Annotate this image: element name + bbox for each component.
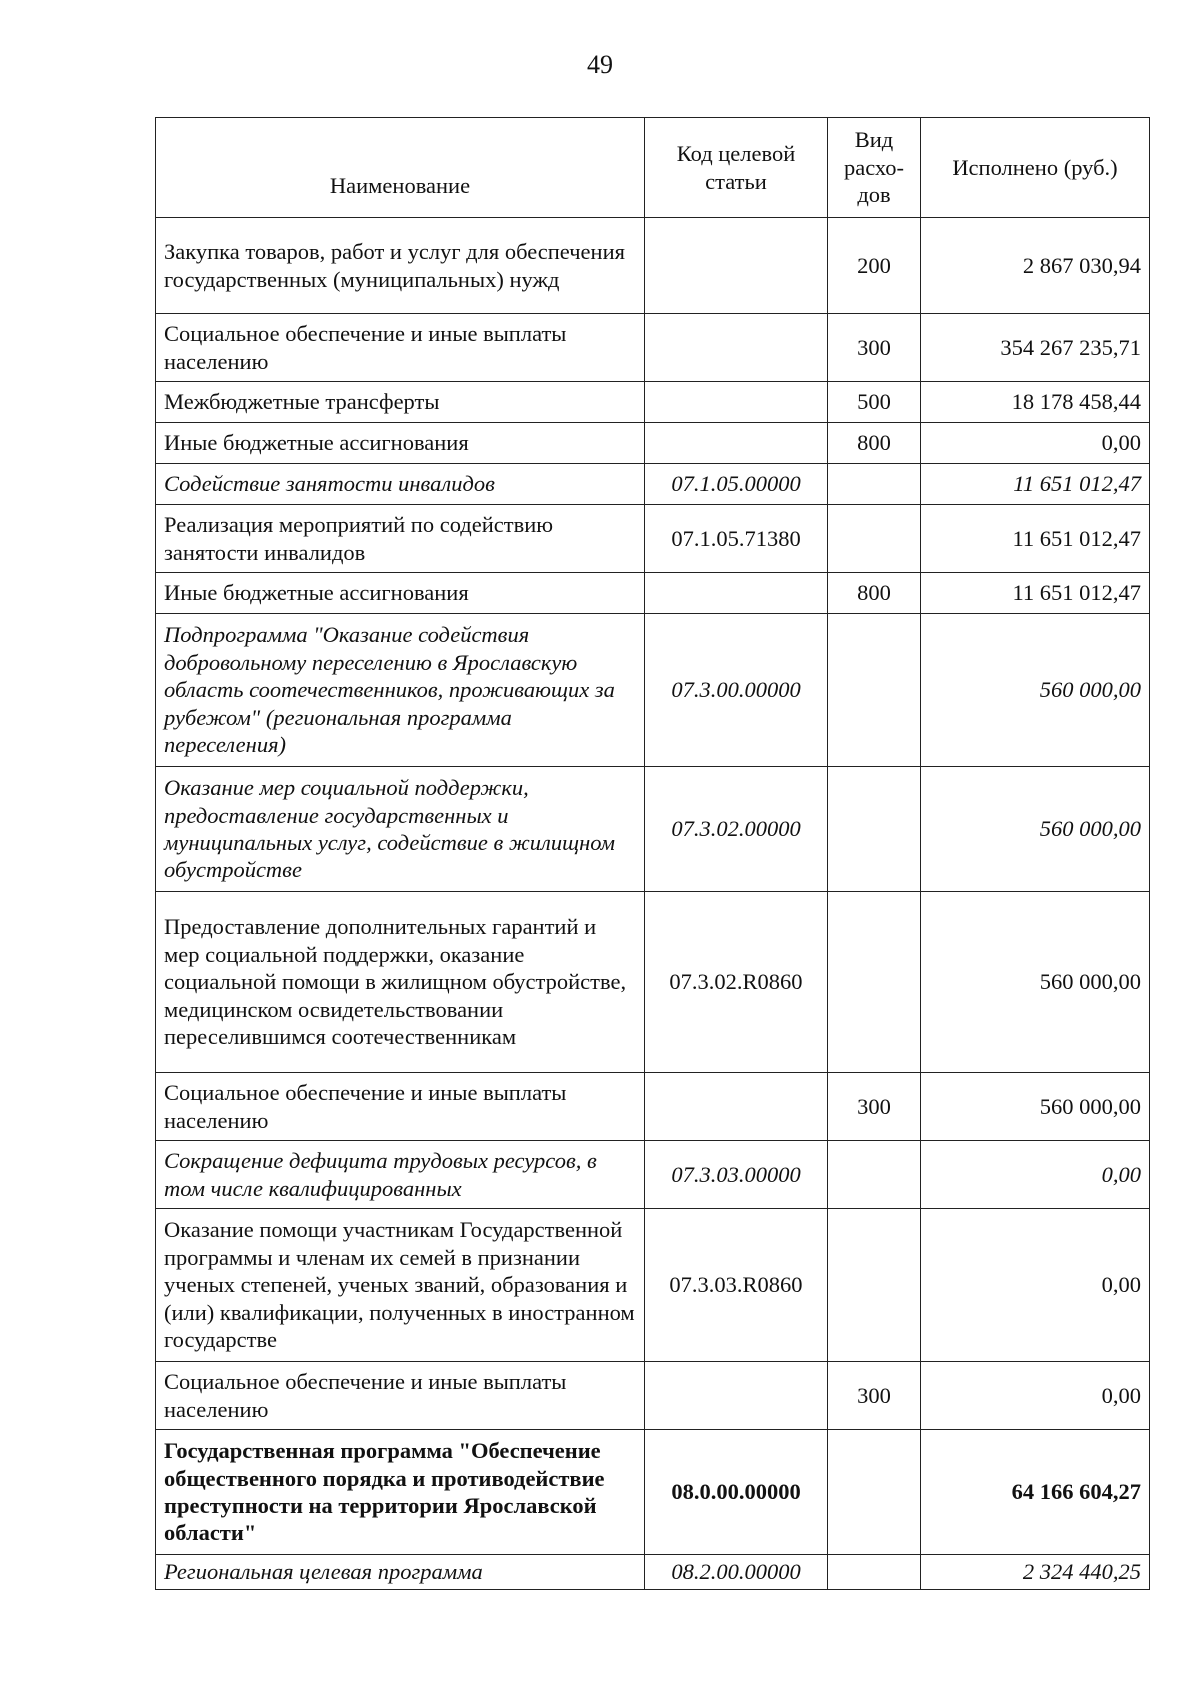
cell-type [828, 1209, 921, 1362]
cell-sum: 0,00 [921, 1362, 1150, 1430]
table-row [156, 505, 1150, 573]
cell-type: 500 [828, 382, 921, 423]
table-row [156, 1141, 1150, 1209]
cell-sum: 354 267 235,71 [921, 314, 1150, 382]
cell-name: Межбюджетные трансферты [156, 382, 645, 423]
cell-name: Иные бюджетные ассигнования [156, 573, 645, 614]
table-row [156, 1209, 1150, 1362]
header-type: Вид расхо-дов [828, 118, 921, 218]
cell-type: 300 [828, 314, 921, 382]
cell-name: Предоставление дополнительных гарантий и мер социальной поддержки, оказание социальной помощи в жилищном обустройстве, медицинском освидетельствовании переселившимся соотечественникам [156, 892, 645, 1073]
cell-name: Социальное обеспечение и иные выплаты населению [156, 1073, 645, 1141]
cell-name: Оказание помощи участникам Государственной программы и членам их семей в признании ученых степеней, ученых званий, образования и (или) квалификации, полученных в иностранном государстве [156, 1209, 645, 1362]
cell-code: 08.0.00.00000 [645, 1430, 828, 1555]
cell-code [645, 573, 828, 614]
cell-code: 07.3.03.00000 [645, 1141, 828, 1209]
cell-type [828, 767, 921, 892]
table-row [156, 1430, 1150, 1555]
cell-sum: 560 000,00 [921, 767, 1150, 892]
cell-sum: 11 651 012,47 [921, 464, 1150, 505]
cell-sum: 11 651 012,47 [921, 505, 1150, 573]
cell-type [828, 505, 921, 573]
table-row [156, 614, 1150, 767]
budget-table [155, 117, 1150, 1590]
cell-sum: 0,00 [921, 1209, 1150, 1362]
table-row [156, 423, 1150, 464]
cell-type [828, 614, 921, 767]
cell-name: Закупка товаров, работ и услуг для обеспечения государственных (муниципальных) нужд [156, 218, 645, 314]
cell-name: Иные бюджетные ассигнования [156, 423, 645, 464]
cell-type [828, 1430, 921, 1555]
cell-name: Оказание мер социальной поддержки, предоставление государственных и муниципальных услуг, содействие в жилищном обустройстве [156, 767, 645, 892]
table-body [156, 218, 1150, 1590]
cell-name: Сокращение дефицита трудовых ресурсов, в том числе квалифицированных [156, 1141, 645, 1209]
cell-sum: 2 867 030,94 [921, 218, 1150, 314]
cell-code [645, 1362, 828, 1430]
cell-code [645, 218, 828, 314]
cell-type [828, 1555, 921, 1590]
cell-type [828, 1141, 921, 1209]
cell-code: 07.3.02.00000 [645, 767, 828, 892]
cell-sum: 560 000,00 [921, 892, 1150, 1073]
table-row [156, 382, 1150, 423]
header-code: Код целевой статьи [645, 118, 828, 218]
cell-name: Подпрограмма "Оказание содействия добровольному переселению в Ярославскую область соотечественников, проживающих за рубежом" (региональная программа переселения) [156, 614, 645, 767]
cell-name: Социальное обеспечение и иные выплаты населению [156, 314, 645, 382]
cell-type: 300 [828, 1362, 921, 1430]
table-row [156, 573, 1150, 614]
cell-name: Реализация мероприятий по содействию занятости инвалидов [156, 505, 645, 573]
cell-code: 07.1.05.00000 [645, 464, 828, 505]
cell-sum: 2 324 440,25 [921, 1555, 1150, 1590]
table-row [156, 464, 1150, 505]
table-row [156, 1362, 1150, 1430]
cell-code [645, 423, 828, 464]
cell-code [645, 382, 828, 423]
table-row [156, 218, 1150, 314]
cell-type: 800 [828, 423, 921, 464]
table-row [156, 1555, 1150, 1590]
cell-sum: 11 651 012,47 [921, 573, 1150, 614]
table-row [156, 1073, 1150, 1141]
cell-type [828, 892, 921, 1073]
cell-sum: 0,00 [921, 423, 1150, 464]
header-sum: Исполнено (руб.) [921, 118, 1150, 218]
cell-sum: 0,00 [921, 1141, 1150, 1209]
page-number: 49 [587, 50, 613, 79]
cell-type: 300 [828, 1073, 921, 1141]
cell-code: 08.2.00.00000 [645, 1555, 828, 1590]
cell-code: 07.3.02.R0860 [645, 892, 828, 1073]
cell-name: Региональная целевая программа [156, 1555, 645, 1590]
cell-type: 800 [828, 573, 921, 614]
cell-name: Государственная программа "Обеспечение общественного порядка и противодействие преступности на территории Ярославской области" [156, 1430, 645, 1555]
cell-code: 07.3.00.00000 [645, 614, 828, 767]
header-name: Наименование [156, 118, 645, 218]
cell-sum: 560 000,00 [921, 1073, 1150, 1141]
table-row [156, 314, 1150, 382]
cell-sum: 64 166 604,27 [921, 1430, 1150, 1555]
cell-code [645, 1073, 828, 1141]
cell-code: 07.3.03.R0860 [645, 1209, 828, 1362]
cell-code [645, 314, 828, 382]
cell-sum: 560 000,00 [921, 614, 1150, 767]
cell-type: 200 [828, 218, 921, 314]
cell-name: Социальное обеспечение и иные выплаты населению [156, 1362, 645, 1430]
cell-type [828, 464, 921, 505]
table-row [156, 892, 1150, 1073]
cell-code: 07.1.05.71380 [645, 505, 828, 573]
cell-name: Содействие занятости инвалидов [156, 464, 645, 505]
cell-sum: 18 178 458,44 [921, 382, 1150, 423]
table-header-row [156, 118, 1150, 218]
table-row [156, 767, 1150, 892]
